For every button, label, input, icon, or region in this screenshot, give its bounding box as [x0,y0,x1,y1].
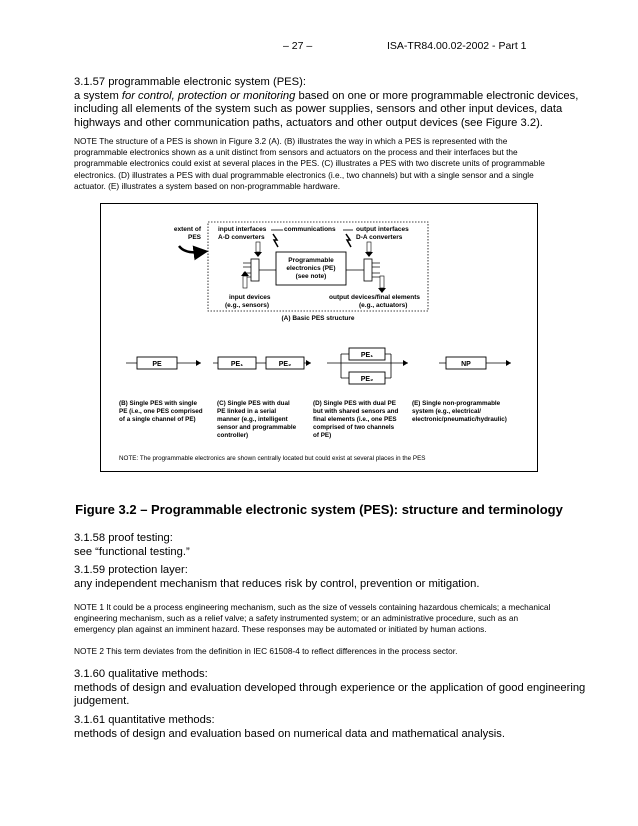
term-definition-line: highways and other communication paths, actuators and other output devices (see Figure 3.2). [74,116,543,129]
figure-3-2 [100,203,538,472]
input-interface-block [251,259,259,281]
term-definition-line: including all elements of the system such as power supplies, sensors and other input devices, data [74,103,563,116]
communications-label: communications [284,226,336,233]
input-interfaces-label: input interfaces [218,226,267,233]
svg-text:system (e.g., electrical/: system (e.g., electrical/ [412,408,481,415]
svg-text:PE₂: PE₂ [278,361,292,368]
figure-note: NOTE: The programmable electronics are shown centrally located but could exist at several places in the PES [119,455,426,462]
svg-text:of PE): of PE) [313,432,332,439]
svg-text:(see note): (see note) [295,273,327,280]
caption-a: (A) Basic PES structure [281,315,355,322]
svg-text:of a single channel of PE): of a single channel of PE) [119,416,196,423]
svg-text:manner (e.g., intelligent: manner (e.g., intelligent [217,416,288,423]
output-interfaces-label: D-A converters [356,234,403,241]
desc-b: (B) Single PES with single [119,400,198,407]
svg-text:comprised of two channels: comprised of two channels [313,424,395,431]
output-devices-label: output devices/final elements [329,294,421,301]
input-devices-label: input devices [229,294,271,301]
svg-text:but with shared sensors and: but with shared sensors and [313,408,399,415]
page-number: – 27 – [283,40,313,52]
input-interfaces-label: A-D converters [218,234,265,241]
term-definition-line: a system for control, protection or monitoring based on one or more programmable electronic devices, [74,89,579,102]
extent-label: PES [187,234,201,241]
pes-diagram [101,204,537,471]
communications-link-icon [346,234,351,247]
communications-link-icon [273,234,278,247]
svg-text:PE (i.e., one PES comprised: PE (i.e., one PES comprised [119,408,203,415]
svg-text:controller): controller) [217,432,249,439]
svg-text:NP: NP [461,361,471,368]
section-3-1-57 [74,76,578,130]
output-interface-block [364,259,372,281]
extent-label: extent of [173,226,201,233]
svg-text:PE linked in a serial: PE linked in a serial [217,408,277,415]
note-2-protection-layer: NOTE 2 This term deviates from the definition in IEC 61508-4 to reflect differences in the process sector. [74,646,458,656]
figure-caption: Figure 3.2 – Programmable electronic system (PES): structure and terminology [75,502,563,517]
svg-text:electronics (PE): electronics (PE) [286,265,336,272]
note-pes-structure: NOTE The structure of a PES is shown in Figure 3.2 (A). (B) illustrates the way in which a PES is represented with the programmable electronics shown as a unit distinct from sensors and actuators on the process and their interfaces but the programmable electronics could exist at several places in the PES. (C) illustrates a PES with two discrete units of programmable electronics. (D) illustrates a PES with dual programmable electronics (i.e., two channels) but with a single sensor and a single actuator. (E) illustrates a system based on non-programmable hardware. [74,136,545,191]
extent-pointer-icon [179,246,201,252]
svg-text:PE₁: PE₁ [230,361,244,368]
desc-d: (D) Single PES with dual PE [313,400,396,407]
svg-text:final elements (i.e., one PES: final elements (i.e., one PES [313,416,397,423]
svg-text:sensor and programmable: sensor and programmable [217,424,297,431]
document-id: ISA-TR84.00.02-2002 - Part 1 [387,40,527,52]
svg-text:Programmable: Programmable [288,257,334,264]
section-3-1-58: 3.1.58 proof testing: see “functional testing.” [74,532,190,558]
desc-e: (E) Single non-programmable [412,400,501,407]
term-title: 3.1.57 programmable electronic system (PES): [74,76,306,88]
svg-text:PE₂: PE₂ [360,376,374,383]
input-devices-label: (e.g., sensors) [225,302,270,309]
section-3-1-60: 3.1.60 qualitative methods: methods of design and evaluation developed through experience or the application of good engineering judgement. [74,668,586,708]
desc-c: (C) Single PES with dual [217,400,290,407]
section-3-1-61: 3.1.61 quantitative methods: methods of design and evaluation based on numerical data and mathematical analysis. [74,714,505,740]
svg-text:PE₁: PE₁ [360,352,374,359]
output-devices-label: (e.g., actuators) [359,302,408,309]
svg-text:electronic/pneumatic/hydraulic: electronic/pneumatic/hydraulic) [412,416,507,423]
section-3-1-59: 3.1.59 protection layer: any independent mechanism that reduces risk by control, prevention or mitigation. [74,564,480,590]
svg-text:PE: PE [152,361,162,368]
note-1-protection-layer: NOTE 1 It could be a process engineering mechanism, such as the size of vessels containing hazardous chemicals; a mechanical engineering mechanism, such as a relief valve; a safety instrumented system; or an administrative procedure, such as an emergency plan against an imminent hazard. These responses may be automated or initiated by human actions. [74,602,551,635]
output-interfaces-label: output interfaces [356,226,409,233]
